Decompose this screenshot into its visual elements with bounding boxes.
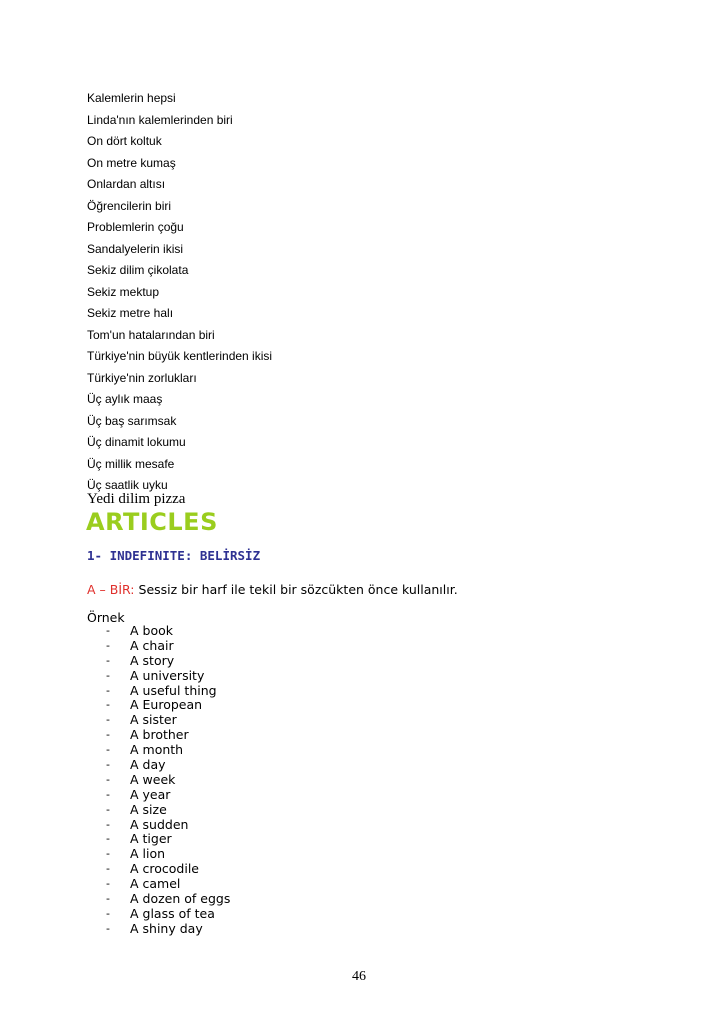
example-text: A shiny day bbox=[130, 920, 203, 936]
phrase-item: Linda'nın kalemlerinden biri bbox=[87, 112, 233, 127]
phrase-item: Tom'un hatalarından biri bbox=[87, 327, 215, 342]
bullet-dash: - bbox=[106, 713, 110, 727]
example-text: A lion bbox=[130, 846, 166, 862]
phrase-item: On metre kumaş bbox=[87, 155, 176, 170]
phrase-item: Sekiz metre halı bbox=[87, 306, 174, 320]
rule-line bbox=[87, 582, 458, 598]
example-text: A camel bbox=[130, 876, 181, 892]
bullet-dash: - bbox=[106, 758, 110, 772]
bullet-dash: - bbox=[106, 743, 110, 757]
bullet-dash: - bbox=[106, 624, 110, 637]
bullet-dash: - bbox=[106, 653, 110, 667]
example-text: A size bbox=[130, 801, 167, 817]
phrase-list bbox=[87, 88, 272, 497]
rule-label: A – BİR: bbox=[87, 582, 135, 597]
phrase-item: Sekiz dilim çikolata bbox=[87, 263, 189, 277]
bullet-dash: - bbox=[106, 787, 110, 801]
phrase-item: Türkiye'nin zorlukları bbox=[87, 370, 197, 385]
bullet-dash: - bbox=[106, 832, 110, 846]
bullet-dash: - bbox=[106, 638, 110, 652]
phrase-item: Kalemlerin hepsi bbox=[87, 91, 176, 105]
bullet-dash: - bbox=[106, 847, 110, 861]
bullet-dash: - bbox=[106, 683, 110, 697]
page-number: 46 bbox=[352, 969, 366, 984]
phrase-item: Üç dinamit lokumu bbox=[87, 435, 186, 449]
example-text: A tiger bbox=[130, 831, 172, 847]
phrase-item: On dört koltuk bbox=[87, 134, 162, 148]
subsection-heading: 1- INDEFINITE: BELİRSİZ bbox=[87, 548, 261, 563]
phrase-item: Onlardan altısı bbox=[87, 177, 166, 191]
phrase-item: Sandalyelerin ikisi bbox=[87, 241, 184, 256]
example-label: Örnek bbox=[87, 610, 125, 625]
bullet-dash: - bbox=[106, 817, 110, 831]
phrase-item: Problemlerin çoğu bbox=[87, 220, 184, 234]
bullet-dash: - bbox=[106, 906, 110, 920]
rule-text: Sessiz bir harf ile tekil bir sözcükten önce kullanılır. bbox=[134, 582, 458, 597]
bullet-dash: - bbox=[106, 698, 110, 712]
phrase-item: Üç aylık maaş bbox=[87, 392, 163, 406]
phrase-item: Türkiye'nin büyük kentlerinden ikisi bbox=[87, 349, 273, 363]
example-text: A useful thing bbox=[130, 682, 217, 698]
phrase-item: Üç saatlik uyku bbox=[87, 478, 168, 492]
example-text: A day bbox=[130, 757, 166, 773]
example-text: A university bbox=[130, 667, 205, 683]
phrase-item: Üç baş sarımsak bbox=[87, 413, 177, 428]
bullet-dash: - bbox=[106, 877, 110, 891]
example-text: A year bbox=[130, 786, 171, 802]
bullet-dash: - bbox=[106, 772, 110, 786]
example-text: A sister bbox=[130, 712, 177, 728]
example-text: A story bbox=[130, 652, 175, 668]
example-text: A week bbox=[130, 771, 176, 787]
bullet-dash: - bbox=[106, 668, 110, 682]
bullet-dash: - bbox=[106, 802, 110, 816]
bullet-dash: - bbox=[106, 728, 110, 742]
bullet-dash: - bbox=[106, 862, 110, 876]
phrase-item: Öğrencilerin biri bbox=[87, 198, 172, 213]
example-text: A book bbox=[130, 623, 173, 638]
phrase-item: Sekiz mektup bbox=[87, 284, 160, 299]
example-text: A crocodile bbox=[130, 861, 200, 877]
example-text: A dozen of eggs bbox=[130, 891, 231, 907]
bullet-dash: - bbox=[106, 921, 110, 935]
bullet-dash: - bbox=[106, 892, 110, 906]
serif-phrase: Yedi dilim pizza bbox=[87, 491, 186, 507]
example-text: A European bbox=[130, 697, 203, 713]
section-title: ARTICLES bbox=[86, 508, 218, 536]
example-text: A sudden bbox=[130, 816, 189, 832]
example-text: A glass of tea bbox=[130, 905, 215, 921]
example-text: A chair bbox=[130, 637, 174, 653]
phrase-item: Üç millik mesafe bbox=[87, 456, 175, 471]
example-text: A brother bbox=[130, 727, 189, 743]
example-text: A month bbox=[130, 742, 184, 758]
